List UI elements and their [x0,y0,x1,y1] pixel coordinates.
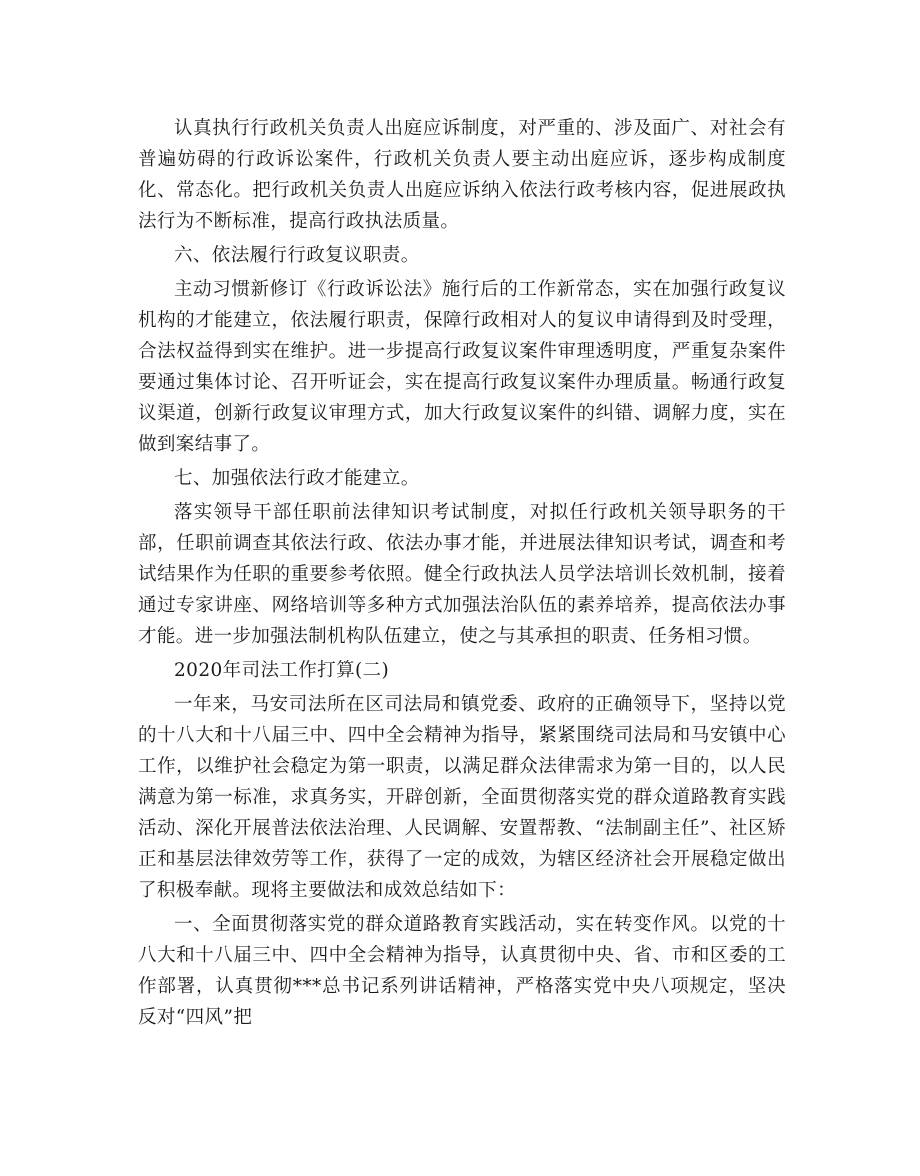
document-body [138,113,786,1036]
paragraph-annual-summary: 一年来，马安司法所在区司法局和镇党委、政府的正确领导下，坚持以党的十八大和十八届三中、四中全会精神为指导，紧紧围绕司法局和马安镇中心工作，以维护社会稳定为第一职责，以满足群众法律需求为第一目的，以人民满意为第一标准，求真务实，开辟创新，全面贯彻落实党的群众道路教育实践活动、深化开展普法依法治理、人民调解、安置帮教、“法制副主任”、社区矫正和基层法律效劳等工作，获得了一定的成效，为辖区经济社会开展稳定做出了积极奉献。现将主要做法和成效总结如下： [138,694,786,901]
section-heading-six: 六、依法履行行政复议职责。 [174,245,420,266]
section-heading-seven: 七、加强依法行政才能建立。 [174,468,420,489]
paragraph-capability-building: 落实领导干部任职前法律知识考试制度，对拟任行政机关领导职务的干部，任职前调查其依法行政、依法办事才能，并进展法律知识考试，调查和考试结果作为任职的重要参考依照。健全行政执法人员学法培训长效机制，接着通过专家讲座、网络培训等多种方式加强法治队伍的素养培养，提高依法办事才能。进一步加强法制机构队伍建立，使之与其承担的职责、任务相习惯。 [138,502,786,647]
paragraph-court-appearance: 认真执行行政机关负责人出庭应诉制度，对严重的、涉及面广、对社会有普遍妨碍的行政诉讼案件，行政机关负责人要主动出庭应诉，逐步构成制度化、常态化。把行政机关负责人出庭应诉纳入依法行政考核内容，促进展政执法行为不断标准，提高行政执法质量。 [138,118,786,232]
paragraph-administrative-review: 主动习惯新修订《行政诉讼法》施行后的工作新常态，实在加强行政复议机构的才能建立，依法履行职责，保障行政相对人的复议申请得到及时受理，合法权益得到实在维护。进一步提高行政复议案件审理透明度，严重复杂案件要通过集体讨论、召开听证会，实在提高行政复议案件办理质量。畅通行政复议渠道，创新行政复议审理方式，加大行政复议案件的纠错、调解力度，实在做到案结事了。 [138,279,786,455]
document-title-part-two: 2020年司法工作打算(二) [174,660,390,681]
paragraph-section-one: 一、全面贯彻落实党的群众道路教育实践活动，实在转变作风。以党的十八大和十八届三中、四中全会精神为指导，认真贯彻中央、省、市和区委的工作部署，认真贯彻***总书记系列讲话精神，严格落实党中央八项规定，坚决反对“四风”把 [138,914,786,1028]
